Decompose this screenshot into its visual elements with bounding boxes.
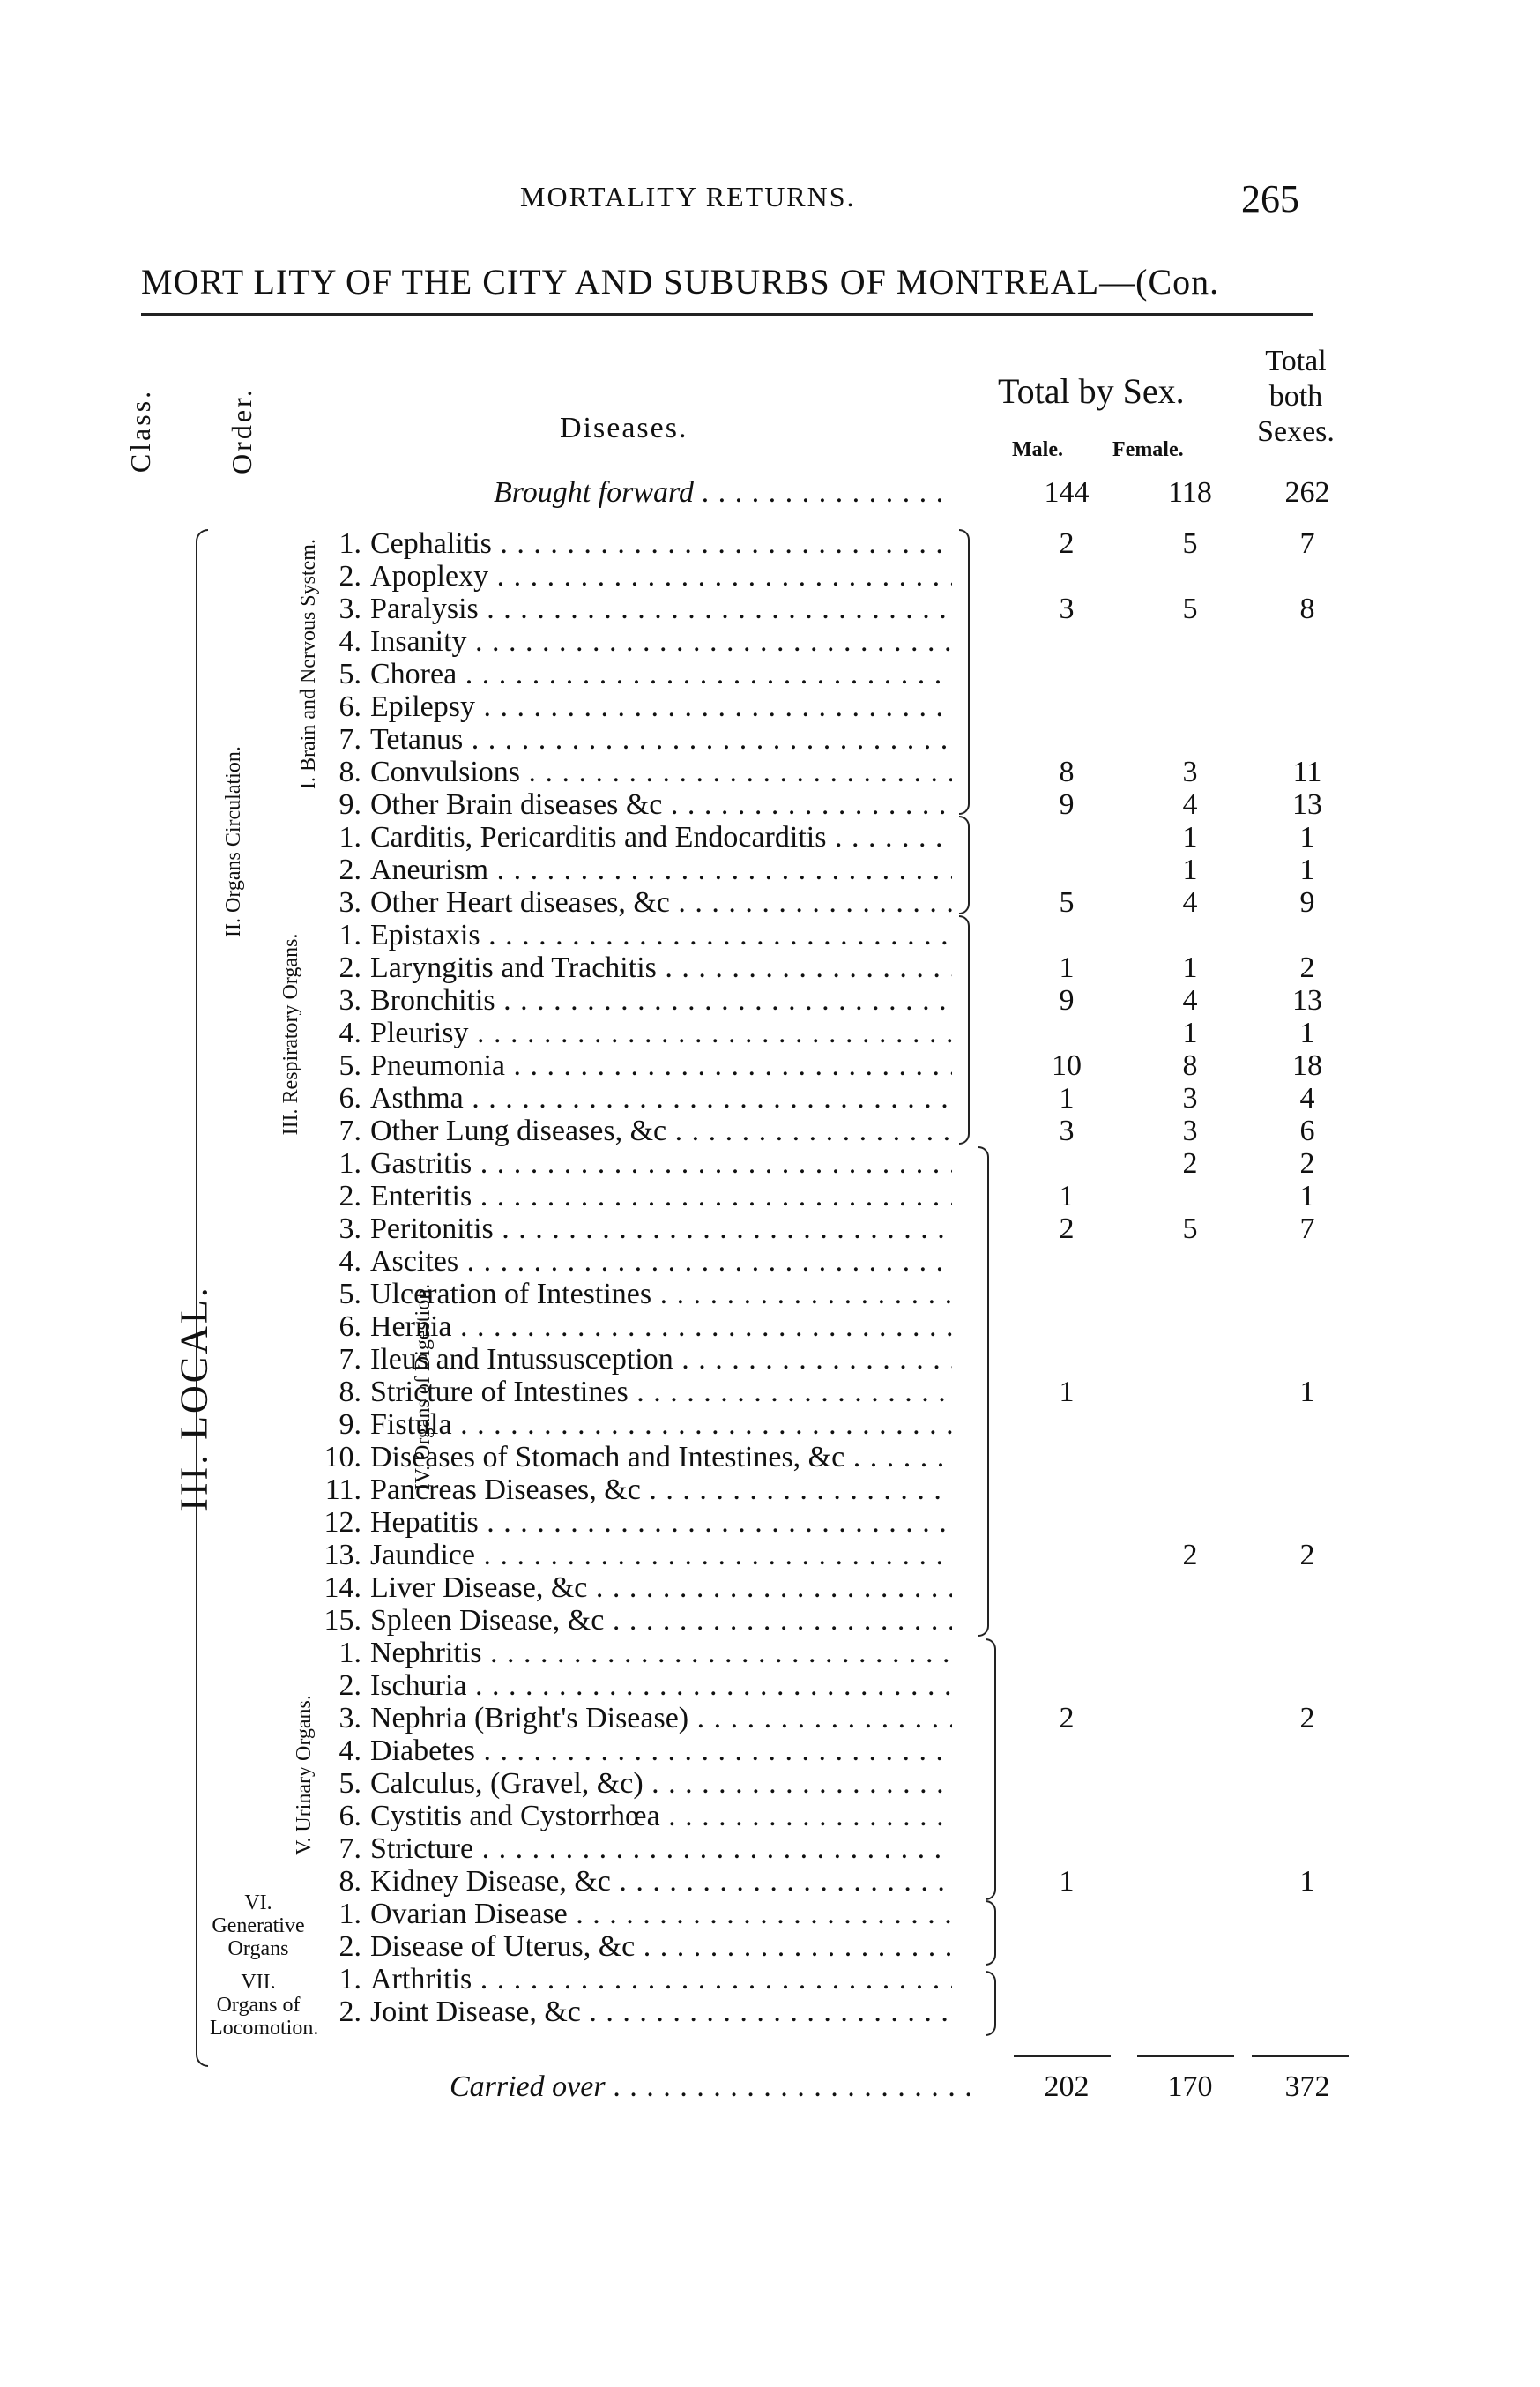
table-row: [0, 1637, 1540, 1669]
table-row: [0, 560, 1540, 593]
disease-name: Ascites . . .: [370, 1245, 952, 1279]
disease-number: 3.: [339, 1212, 361, 1245]
disease-name: Spleen Disease, &c . . .: [370, 1604, 952, 1637]
total-count: 7: [1299, 1212, 1315, 1245]
table-row: [0, 1343, 1540, 1376]
table-row: [0, 1930, 1540, 1963]
male-count: 3: [1059, 593, 1075, 625]
male-count: 1: [1059, 1865, 1075, 1898]
table-title: MORT LITY OF THE CITY AND SUBURBS OF MONTREAL—(Con.: [141, 262, 1220, 302]
disease-name: Liver Disease, &c . . .: [370, 1571, 952, 1605]
disease-name: Insanity . . .: [370, 625, 952, 659]
sum-line-total: [1252, 2055, 1349, 2057]
table-row: [0, 593, 1540, 625]
table-row: [0, 1506, 1540, 1539]
disease-name: Epistaxis . . .: [370, 919, 952, 952]
brace-urinary: [986, 1638, 996, 1900]
disease-number: 15.: [324, 1604, 361, 1637]
disease-name: Ischuria . . .: [370, 1669, 952, 1703]
female-count: 5: [1182, 527, 1198, 560]
order-label-generative: VI. Generative Organs: [212, 1891, 305, 1960]
total-count: 9: [1299, 886, 1315, 919]
female-count: 1: [1182, 854, 1198, 886]
carried-over-male: 202: [1044, 2070, 1090, 2103]
table-row: [0, 1800, 1540, 1832]
total-count: 1: [1299, 821, 1315, 854]
male-count: 10: [1052, 1049, 1082, 1082]
table-row: [0, 951, 1540, 984]
female-count: 2: [1182, 1147, 1198, 1180]
total-count: 2: [1299, 1147, 1315, 1180]
disease-number: 4.: [339, 1017, 361, 1049]
total-count: 11: [1292, 756, 1322, 788]
table-row: [0, 1049, 1540, 1082]
table-row: [0, 919, 1540, 951]
disease-number: 5.: [339, 1278, 361, 1310]
total-count: 7: [1299, 527, 1315, 560]
brace-locomotion: [986, 1971, 996, 2036]
table-row: [0, 1995, 1540, 2028]
disease-number: 7.: [339, 1343, 361, 1376]
table-row: [0, 1278, 1540, 1310]
disease-number: 7.: [339, 723, 361, 756]
disease-name: Jaundice . . .: [370, 1539, 952, 1572]
brought-forward-label: Brought forward . . .: [494, 476, 952, 510]
disease-name: Asthma . . .: [370, 1082, 952, 1115]
header-diseases: Diseases.: [560, 412, 688, 444]
total-count: 2: [1299, 1702, 1315, 1734]
male-count: 1: [1059, 1376, 1075, 1408]
total-count: 18: [1292, 1049, 1322, 1082]
table-row: [0, 1865, 1540, 1898]
table-row: [0, 756, 1540, 788]
brought-forward-row: [0, 476, 1540, 509]
disease-name: Joint Disease, &c . . .: [370, 1995, 952, 2029]
disease-name: Pneumonia . . .: [370, 1049, 952, 1083]
disease-name: Other Brain diseases &c . . .: [370, 788, 952, 822]
female-count: 3: [1182, 1082, 1198, 1115]
table-row: [0, 1832, 1540, 1865]
total-count: 1: [1299, 1180, 1315, 1212]
title-rule: [141, 313, 1313, 316]
disease-number: 11.: [324, 1473, 361, 1506]
disease-name: Calculus, (Gravel, &c) . . .: [370, 1767, 952, 1801]
carried-over-female: 170: [1167, 2070, 1213, 2103]
disease-number: 8.: [339, 756, 361, 788]
disease-number: 1.: [339, 1898, 361, 1930]
brought-forward-female: 118: [1168, 476, 1212, 509]
disease-name: Cystitis and Cystorrhœa . . .: [370, 1800, 952, 1833]
disease-number: 5.: [339, 658, 361, 690]
disease-name: Kidney Disease, &c . . .: [370, 1865, 952, 1898]
disease-number: 7.: [339, 1115, 361, 1147]
table-row: [0, 788, 1540, 821]
disease-number: 2.: [339, 560, 361, 593]
disease-name: Paralysis . . .: [370, 593, 952, 626]
disease-number: 5.: [339, 1767, 361, 1800]
disease-name: Peritonitis . . .: [370, 1212, 952, 1246]
female-count: 4: [1182, 984, 1198, 1017]
disease-number: 14.: [324, 1571, 361, 1604]
brace-generative: [986, 1900, 996, 1966]
disease-name: Disease of Uterus, &c . . .: [370, 1930, 952, 1964]
order-label-urinary: V. Urinary Organs.: [293, 1695, 316, 1855]
order-label-digestion: IV. Organs of Digestion.: [412, 1283, 435, 1491]
female-count: 3: [1182, 1115, 1198, 1147]
table-row: [0, 1734, 1540, 1767]
total-count: 13: [1292, 984, 1322, 1017]
table-row: [0, 1376, 1540, 1408]
table-row: [0, 1082, 1540, 1115]
table-row: [0, 886, 1540, 919]
table-row: [0, 1212, 1540, 1245]
female-count: 1: [1182, 951, 1198, 984]
disease-number: 4.: [339, 1734, 361, 1767]
carried-over-label: Carried over . . .: [450, 2070, 970, 2104]
table-row: [0, 1147, 1540, 1180]
disease-name: Nephria (Bright's Disease) . . .: [370, 1702, 952, 1735]
male-count: 2: [1059, 1212, 1075, 1245]
table-row: [0, 1963, 1540, 1995]
male-count: 9: [1059, 788, 1075, 821]
disease-number: 2.: [339, 1995, 361, 2028]
disease-number: 9.: [339, 788, 361, 821]
carried-over-total: 372: [1284, 2070, 1330, 2103]
disease-name: Diabetes . . .: [370, 1734, 952, 1768]
sum-line-female: [1137, 2055, 1234, 2057]
disease-number: 2.: [339, 951, 361, 984]
female-count: 4: [1182, 886, 1198, 919]
disease-name: Ileus and Intussusception . . .: [370, 1343, 952, 1376]
disease-name: Pleurisy . . .: [370, 1017, 952, 1050]
sum-line-male: [1014, 2055, 1111, 2057]
table-row: [0, 625, 1540, 658]
total-count: 1: [1299, 1376, 1315, 1408]
disease-name: Bronchitis . . .: [370, 984, 952, 1018]
disease-number: 5.: [339, 1049, 361, 1082]
brace-digestion: [978, 1146, 989, 1637]
table-row: [0, 1571, 1540, 1604]
table-row: [0, 1539, 1540, 1571]
disease-number: 10.: [324, 1441, 361, 1473]
disease-number: 6.: [339, 690, 361, 723]
disease-name: Chorea . . .: [370, 658, 952, 691]
total-count: 8: [1299, 593, 1315, 625]
disease-number: 2.: [339, 854, 361, 886]
order-label-circulation: II. Organs Circulation.: [222, 746, 245, 937]
female-count: 4: [1182, 788, 1198, 821]
brought-forward-male: 144: [1044, 476, 1090, 509]
disease-name: Tetanus . . .: [370, 723, 952, 757]
disease-name: Pancreas Diseases, &c . . .: [370, 1473, 952, 1507]
male-count: 1: [1059, 951, 1075, 984]
table-row: [0, 1898, 1540, 1930]
total-count: 2: [1299, 1539, 1315, 1571]
table-row: [0, 854, 1540, 886]
female-count: 5: [1182, 593, 1198, 625]
female-count: 1: [1182, 1017, 1198, 1049]
male-count: 5: [1059, 886, 1075, 919]
disease-number: 8.: [339, 1376, 361, 1408]
male-count: 1: [1059, 1180, 1075, 1212]
table-row: [0, 1310, 1540, 1343]
total-count: 2: [1299, 951, 1315, 984]
header-female: Female.: [1112, 438, 1184, 461]
disease-number: 3.: [339, 593, 361, 625]
disease-number: 9.: [339, 1408, 361, 1441]
male-count: 9: [1059, 984, 1075, 1017]
disease-name: Other Lung diseases, &c . . .: [370, 1115, 952, 1148]
total-count: 6: [1299, 1115, 1315, 1147]
brace-respiratory: [959, 915, 970, 1145]
male-count: 1: [1059, 1082, 1075, 1115]
disease-number: 1.: [339, 1963, 361, 1995]
table-row: [0, 1441, 1540, 1473]
order-label-respiratory: III. Respiratory Organs.: [279, 933, 302, 1136]
brace-brain: [959, 529, 970, 815]
disease-name: Ovarian Disease . . .: [370, 1898, 952, 1931]
disease-name: Ulceration of Intestines . . .: [370, 1278, 952, 1311]
disease-name: Laryngitis and Trachitis . . .: [370, 951, 952, 985]
male-count: 8: [1059, 756, 1075, 788]
table-row: [0, 527, 1540, 560]
female-count: 1: [1182, 821, 1198, 854]
table-row: [0, 1408, 1540, 1441]
disease-name: Fistula . . .: [370, 1408, 952, 1442]
disease-number: 1.: [339, 1637, 361, 1669]
table-row: [0, 658, 1540, 690]
table-row: [0, 984, 1540, 1017]
female-count: 8: [1182, 1049, 1198, 1082]
total-count: 1: [1299, 1865, 1315, 1898]
female-count: 2: [1182, 1539, 1198, 1571]
brought-forward-total: 262: [1284, 476, 1330, 509]
disease-name: Diseases of Stomach and Intestines, &c . . .: [370, 1441, 952, 1474]
total-count: 13: [1292, 788, 1322, 821]
table-row: [0, 1669, 1540, 1702]
disease-number: 1.: [339, 919, 361, 951]
order-label-brain: I. Brain and Nervous System.: [297, 539, 320, 789]
disease-name: Stricture of Intestines . . .: [370, 1376, 952, 1409]
disease-name: Hernia . . .: [370, 1310, 952, 1344]
disease-number: 13.: [324, 1539, 361, 1571]
order-label-locomotion: VII. Organs of Locomotion.: [210, 1971, 319, 2040]
header-total-by-sex: Total by Sex.: [998, 371, 1185, 411]
disease-number: 2.: [339, 1669, 361, 1702]
disease-name: Nephritis . . .: [370, 1637, 952, 1670]
header-total-both-sexes: Total both Sexes.: [1257, 345, 1335, 448]
disease-number: 2.: [339, 1930, 361, 1963]
disease-number: 4.: [339, 625, 361, 658]
header-male: Male.: [1012, 438, 1063, 461]
disease-number: 1.: [339, 1147, 361, 1180]
disease-number: 8.: [339, 1865, 361, 1898]
disease-number: 2.: [339, 1180, 361, 1212]
table-row: [0, 1115, 1540, 1147]
disease-name: Aneurism . . .: [370, 854, 952, 887]
table-row: [0, 1767, 1540, 1800]
male-count: 3: [1059, 1115, 1075, 1147]
disease-number: 4.: [339, 1245, 361, 1278]
female-count: 3: [1182, 756, 1198, 788]
disease-name: Enteritis . . .: [370, 1180, 952, 1213]
table-row: [0, 690, 1540, 723]
carried-over-row: [0, 2070, 1540, 2103]
disease-name: Epilepsy . . .: [370, 690, 952, 724]
disease-number: 3.: [339, 984, 361, 1017]
total-count: 4: [1299, 1082, 1315, 1115]
disease-name: Gastritis . . .: [370, 1147, 952, 1181]
disease-number: 7.: [339, 1832, 361, 1865]
table-row: [0, 1017, 1540, 1049]
table-row: [0, 1245, 1540, 1278]
disease-name: Carditis, Pericarditis and Endocarditis . . .: [370, 821, 952, 854]
female-count: 5: [1182, 1212, 1198, 1245]
table-row: [0, 821, 1540, 854]
male-count: 2: [1059, 527, 1075, 560]
disease-name: Cephalitis . . .: [370, 527, 952, 561]
table-row: [0, 1473, 1540, 1506]
brace-circulation: [959, 816, 970, 914]
header-class: Class.: [124, 388, 157, 474]
disease-number: 3.: [339, 1702, 361, 1734]
disease-name: Convulsions . . .: [370, 756, 952, 789]
table-row: [0, 1604, 1540, 1637]
disease-number: 1.: [339, 527, 361, 560]
table-row: [0, 723, 1540, 756]
disease-name: Stricture . . .: [370, 1832, 952, 1866]
disease-name: Apoplexy . . .: [370, 560, 952, 593]
disease-number: 6.: [339, 1310, 361, 1343]
disease-number: 1.: [339, 821, 361, 854]
disease-name: Hepatitis . . .: [370, 1506, 952, 1540]
disease-name: Other Heart diseases, &c . . .: [370, 886, 952, 920]
disease-number: 6.: [339, 1800, 361, 1832]
disease-number: 6.: [339, 1082, 361, 1115]
disease-number: 12.: [324, 1506, 361, 1539]
page-number: 265: [1241, 177, 1299, 220]
male-count: 2: [1059, 1702, 1075, 1734]
disease-name: Arthritis . . .: [370, 1963, 952, 1996]
table-row: [0, 1702, 1540, 1734]
disease-number: 3.: [339, 886, 361, 919]
total-count: 1: [1299, 1017, 1315, 1049]
total-count: 1: [1299, 854, 1315, 886]
table-row: [0, 1180, 1540, 1212]
running-head: MORTALITY RETURNS.: [520, 181, 856, 213]
header-order: Order.: [225, 387, 257, 474]
class-label: III. LOCAL.: [172, 1285, 216, 1511]
